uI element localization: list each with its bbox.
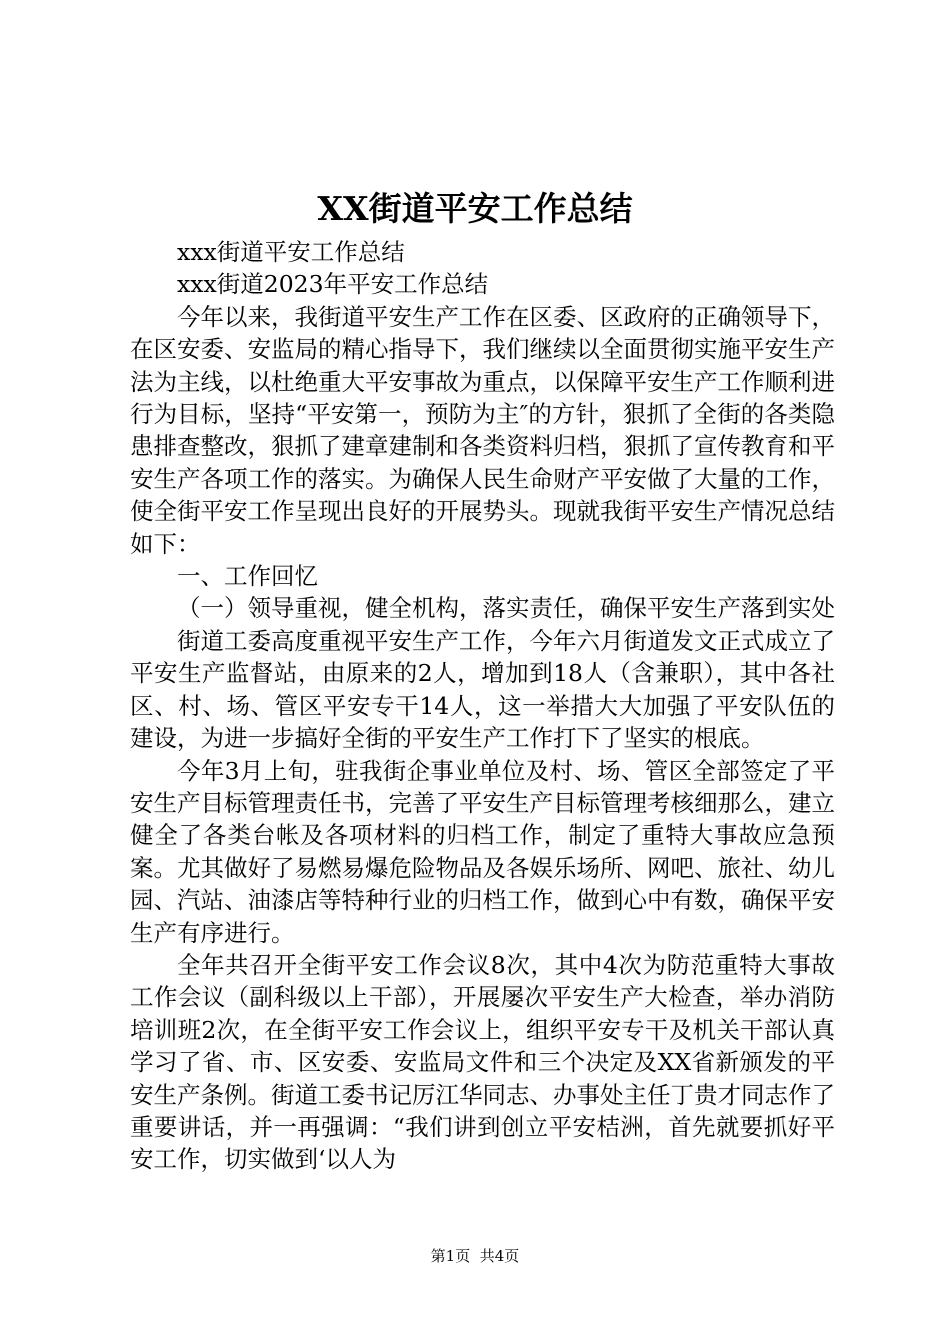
body-paragraph: 全年共召开全街平安工作会议8次，其中4次为防范重特大事故工作会议（副科级以上干部），开展屡次平安生产大检查，举办消防培训班2次，在全街平安工作会议上，组织平安专干及机关干部认真学习了省、市、区安委、安监局文件和三个决定及XX省新颁发的平安生产条例。街道工委书记厉江华同志、办事处主任丁贵才同志作了重要讲话，并一再强调：“我们讲到创立平安桔洲，首先就要抓好平安工作，切实做到‘以人为 [130, 950, 835, 1174]
page-footer [0, 1245, 950, 1267]
subtitle-line: xxx街道平安工作总结 [177, 238, 405, 266]
intro-paragraph: 今年以来，我街道平安生产工作在区委、区政府的正确领导下，在区安委、安监局的精心指导下，我们继续以全面贯彻实施平安生产法为主线，以杜绝重大平安事故为重点，以保障平安生产工作顺利进行为目标，坚持“平安第一，预防为主″的方针，狠抓了全街的各类隐患排查整改，狠抓了建章建制和各类资料归档，狠抓了宣传教育和平安生产各项工作的落实。为确保人民生命财产平安做了大量的工作，使全街平安工作呈现出良好的开展势头。现就我街平安生产情况总结如下： [130, 302, 835, 558]
subtitle-year-line: xxx街道2023年平安工作总结 [177, 270, 489, 299]
document-body [130, 236, 835, 1176]
body-paragraph: 街道工委高度重视平安生产工作，今年六月街道发文正式成立了平安生产监督站，由原来的2人，增加到18人（含兼职），其中各社区、村、场、管区平安专干14人，这一举措大大加强了平安队伍的建设，为进一步搞好全街的平安生产工作打下了坚实的根底。 [130, 626, 835, 753]
document-title: XX街道平安工作总结 [317, 189, 633, 228]
body-paragraph: 今年3月上旬，驻我街企事业单位及村、场、管区全部签定了平安生产目标管理责任书，完善了平安生产目标管理考核细那么，建立健全了各类台帐及各项材料的归档工作，制定了重特大事故应急预案。尤其做好了易燃易爆危险物品及各娱乐场所、网吧、旅社、幼儿园、汽站、油漆店等特种行业的归档工作，做到心中有数，确保平安生产有序进行。 [130, 756, 835, 947]
page-total: 共4页 [479, 1247, 520, 1265]
subsection-heading: （一）领导重视，健全机构，落实责任，确保平安生产落到实处 [177, 594, 835, 623]
section-heading: 一、工作回忆 [177, 562, 318, 591]
page-number: 第1页 [430, 1247, 471, 1265]
